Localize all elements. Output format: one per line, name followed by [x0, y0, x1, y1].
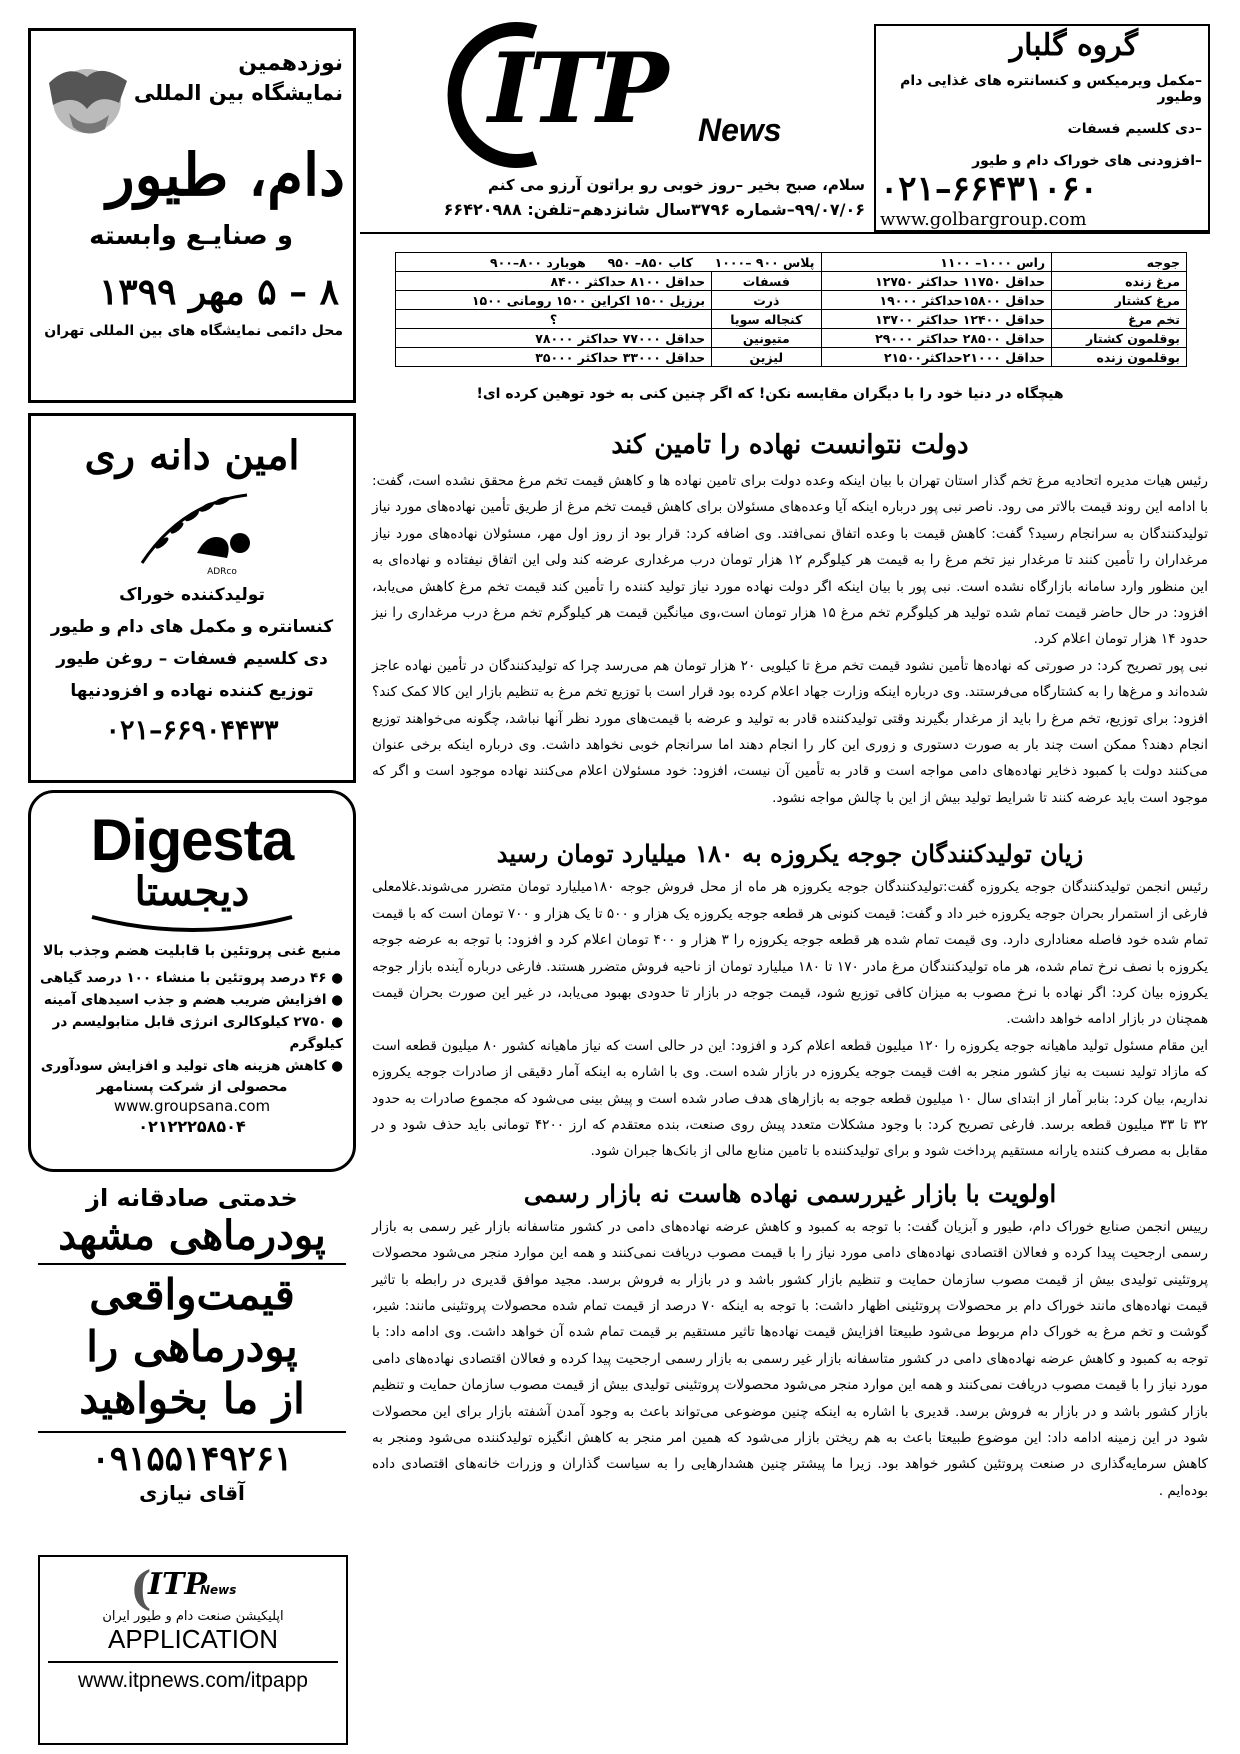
table-cell: برزیل ۱۵۰۰ اکراین ۱۵۰۰ رومانی ۱۵۰۰ — [396, 291, 712, 310]
expo-type: نمایشگاه بین المللی — [133, 81, 343, 105]
amin-line3: دی کلسیم فسفات – روغن طیور — [56, 649, 328, 669]
table-cell: حداقل ۱۱۷۵۰ حداکثر ۱۲۷۵۰ — [821, 272, 1052, 291]
list-item: ● افزایش ضریب هضم و جذب اسیدهای آمینه — [43, 992, 343, 1008]
digesta-phone: ۰۲۱۲۲۲۵۸۵۰۴ — [138, 1117, 246, 1136]
digesta-company: محصولی از شرکت پسنامهر — [96, 1079, 288, 1095]
amin-line1: تولیدکننده خوراک — [119, 585, 265, 605]
app-url[interactable]: www.itpnews.com/itpapp — [78, 1669, 308, 1692]
expo-ordinal: نوزدهمین — [238, 51, 343, 76]
table-cell: مرغ زنده — [1052, 272, 1187, 291]
expo-logo-icon — [39, 53, 134, 143]
amin-phone: ۰۲۱–۶۶۹۰۴۴۳۳ — [105, 715, 279, 746]
expo-venue: محل دائمی نمایشگاه های بین المللی تهران — [44, 323, 343, 339]
digesta-brand-en: Digesta — [90, 808, 294, 873]
table-row — [396, 310, 1187, 329]
golbar-title: گروه گلبار — [1009, 28, 1138, 63]
table-cell: متیونین — [712, 329, 821, 348]
article-title: دولت نتوانست نهاده را تامین کند — [611, 430, 969, 460]
amin-daneh-ad — [28, 413, 356, 783]
mashhad-line4: پودرماهی را — [86, 1322, 298, 1371]
articles-column — [372, 430, 1208, 1504]
table-cell: فسفات — [712, 272, 821, 291]
digesta-tagline: منبع غنی پروتئین با قابلیت هضم وجذب بالا — [43, 943, 341, 959]
masthead-issue-line: ۹۹/۰۷/۰۶–شماره ۳۷۹۶سال شانزدهم–تلفن: ۶۶۴۲۰۹۸۸ — [443, 200, 865, 219]
article-paragraph: رئیس هیات مدیره اتحادیه مرغ تخم گذار استان تهران با بیان اینکه وعده دولت برای تامین نهاده ها و کاهش قیمت تخم مرغ محقق نشده است، گفت: با ادامه این روند قیمت بالاتر می رود. ناصر نبی پور درباره اینکه آیا وعده‌های مسئولان برای کاهش قیمت تخم مرغ از طریق تأمین نهاده‌های مورد نیاز تولیدکنندگان به سرانجام رسید؟ گفت: کاهش قیمت با وعده اتفاق نمی‌افتد. وی اضافه کرد: قرار بود از روز اول مهر، مسئولان نهاده‌های مورد نیاز مرغداران را تأمین کنند تا مرغدار نیز تخم مرغ را به قیمت هر کیلوگرم ۱۲ هزار تومان درب مرغداری عرضه کند ولی این اتفاق نیفتاده و نهاده‌ای به این منظور وارد سامانه بازارگاه نشده است. نبی پور با بیان اینکه اگر دولت نهاده مورد نیاز تولید کننده را تأمین کند قیمت تخم مرغ کاهش می‌یابد، افزود: در حال حاضر قیمت تمام شده تولید هر کیلوگرم تخم مرغ ۱۵ هزار تومان است،وی میانگین قیمت هر کیلوگرم تخم مرغ درب مرغداری را نیز حدود ۱۴ هزار تومان اعلام کرد. — [372, 473, 1208, 648]
mashhad-line2: پودرماهی مشهد — [58, 1212, 326, 1259]
list-item: ● کاهش هزینه های تولید و افزایش سودآوری — [40, 1058, 343, 1074]
table-cell: حداقل ۸۱۰۰ حداکثر ۸۴۰۰ — [396, 272, 712, 291]
golbar-phone: ۰۲۱–۶۶۴۳۱۰۶۰ — [880, 169, 1098, 209]
table-cell: پلاس ۹۰۰ –۱۰۰۰ کاب ۸۵۰– ۹۵۰ هوبارد ۸۰۰–۹۰۰ — [396, 253, 822, 272]
golbar-website[interactable]: www.golbargroup.com — [880, 209, 1087, 230]
app-logo-sub: News — [200, 1583, 237, 1597]
table-row — [396, 272, 1187, 291]
masthead-logo — [440, 20, 820, 170]
article-paragraph: رئیس انجمن تولیدکنندگان جوجه یکروزه گفت:تولیدکنندگان جوجه یکروزه هر ماه از محل فروش جوجه ۱۸۰میلیارد تومان متضرر می‌شوند.غلامعلی فارغی از استمرار بحران جوجه یکروزه خبر داد و گفت: قیمت کنونی هر قطعه جوجه یکروزه یک هزار و ۵۰۰ تا یک هزار و ۷۰۰ تومان است که با قیمت تمام شده خود فاصله معناداری دارد. وی قیمت تمام شده هر قطعه جوجه یکروزه را ۳ هزار و ۴۰۰ تومان اعلام کرد و افزود: با توجه به عرضه جوجه یکروزه با نصف نرخ تمام شده، هر ماه تولیدکنندگان مرغ مادر ۱۷۰ تا ۱۸۰ میلیارد تومان از ناحیه فروش متضرر هستند. فارغی درباره آینده بازار جوجه یکروزه بیان کرد: اگر نهاده با نرخ مصوب به میزان کافی توزیع شود، قیمت جوجه در بازار تا حدودی بهبود می‌یابد، در غیر این صورت بحران قیمت همچنان در بازار ادامه خواهد داشت. — [372, 879, 1209, 1028]
list-item: ● ۴۶ درصد پروتئین با منشاء ۱۰۰ درصد گیاهی — [40, 970, 343, 986]
table-cell: حداقل ۳۳۰۰۰ حداکثر ۳۵۰۰۰ — [396, 348, 712, 367]
table-cell: حداقل ۷۷۰۰۰ حداکثر ۷۸۰۰۰ — [396, 329, 712, 348]
golbar-item: –مکمل ویرمیکس و کنسانتره های غذایی دام وطیور — [900, 73, 1202, 105]
amin-title: امین دانه ری — [84, 432, 300, 479]
mashhad-divider — [38, 1263, 346, 1265]
wheat-logo-icon — [122, 483, 262, 573]
table-row — [396, 253, 1187, 272]
article-paragraph: این مقام مسئول تولید ماهیانه جوجه یکروزه را ۱۲۰ میلیون قطعه اعلام کرد و افزود: این در حالی است که نیاز ماهیانه کشور ۸۰ میلیون قطعه است که مازاد تولید نسبت به نیاز کشور منجر به افت قیمت جوجه یکروزه در بازار شده است. وی با اشاره به اینکه آمار دقیقی از صادرات جوجه یکروزه نداریم، بیان کرد: بنابر آمار از ابتدای سال ۱۰ میلیون قطعه جوجه به بازارهای هدف صادر شده است و پیش بینی می‌شود که مجموع صادرات به حدود ۳۲ تا ۳۳ میلیون قطعه برسد. فارغی تصریح کرد: با وجود مشکلات متعدد پیش روی صنعت، بنده معتقدم که ارز ۴۲۰۰ تومانی باید حذف شود و در مقابل به مصرف کننده یارانه مستقیم پرداخت شود و برای تولیدکننده با تامین منابع مالی از بانک‌ها جبران شود. — [372, 1037, 1208, 1160]
table-row — [396, 291, 1187, 310]
article-paragraph: نبی پور تصریح کرد: در صورتی که نهاده‌ها تأمین نشود قیمت تخم مرغ تا کیلویی ۲۰ هزار تومان هم می‌رسد چرا که تولیدکنندگان در تأمین نهاده عاجز شده‌اند و مرغ‌ها را به کشتارگاه می‌فرستند. وی درباره اینکه وزارت جهاد اعلام کرده بود قرار است با توزیع تخم مرغ به تنظیم بازار این کالا کمک کند؟ افزود: برای توزیع، تخم مرغ را باید از مرغدار بگیرند وقتی تولیدکننده قادر به تولید و عرضه با قیمت‌های مورد نظر آنها نباشد، چگونه می‌خواهند توزیع انجام دهند؟ ممکن است چند بار به صورت دستوری و زوری این کار را انجام دهند اما سرانجام خوبی نخواهد داشت. وی درباره اینکه برخی عنوان می‌کنند دولت با کمبود ذخایر نهاده‌های دامی مواجه است و قادر به تأمین آن نیست، افزود: خود مسئولان اعلام می‌کنند نهاده موجود است و اگر که موجود است باید عرضه کنند تا شرایط تولید بیش از این با چالش مواجه نشود. — [372, 657, 1208, 806]
masthead-greeting: سلام، صبح بخیر –روز خوبی رو براتون آرزو می کنم — [488, 176, 865, 194]
amin-logo-text: ADRco — [207, 567, 237, 577]
table-cell: بوقلمون زنده — [1052, 348, 1187, 367]
table-cell: حداقل ۲۱۰۰۰حداکثر۲۱۵۰۰ — [821, 348, 1052, 367]
table-cell: حداقل ۱۵۸۰۰حداکثر ۱۹۰۰۰ — [821, 291, 1052, 310]
digesta-brand-fa: دیجستا — [134, 868, 250, 915]
mashhad-line3: قیمت‌واقعی — [89, 1270, 295, 1319]
digesta-website[interactable]: www.groupsana.com — [113, 1097, 271, 1115]
mashhad-fishmeal-ad — [28, 1180, 356, 1552]
table-cell: ذرت — [712, 291, 821, 310]
table-cell: مرغ کشتار — [1052, 291, 1187, 310]
expo-ad — [28, 28, 356, 403]
golbar-item: –دی کلسیم فسفات — [1067, 121, 1202, 137]
table-cell: حداقل ۱۲۴۰۰ حداکثر ۱۳۷۰۰ — [821, 310, 1052, 329]
table-cell: تخم مرغ — [1052, 310, 1187, 329]
table-cell: لیزین — [712, 348, 821, 367]
digesta-bullet-list — [31, 967, 353, 1077]
amin-line4: توزیع کننده نهاده و افزودنیها — [70, 681, 314, 701]
article-title: اولویت با بازار غیررسمی نهاده هاست نه بازار رسمی — [523, 1178, 1057, 1208]
golbar-ad — [874, 24, 1210, 232]
article-body — [372, 468, 1208, 811]
app-divider — [48, 1661, 338, 1663]
expo-dates: ۸ – ۵ مهر ۱۳۹۹ — [99, 271, 339, 313]
expo-subtitle: و صنایـع وابسته — [89, 221, 293, 251]
mashhad-line1: خدمتی صادقانه از — [86, 1184, 298, 1212]
mashhad-contact: آقای نیازی — [139, 1481, 245, 1505]
header-divider — [360, 232, 1210, 234]
masthead-logo-main: ITP — [488, 32, 665, 145]
mashhad-line5: از ما بخواهید — [79, 1374, 305, 1423]
mashhad-phone: ۰۹۱۵۵۱۴۹۲۶۱ — [91, 1439, 293, 1479]
masthead-logo-sub: News — [698, 112, 782, 148]
table-row — [396, 329, 1187, 348]
table-cell: ؟ — [396, 310, 712, 329]
app-subtitle: اپلیکیشن صنعت دام و طیور ایران — [102, 1609, 284, 1624]
app-logo: ( ITP News — [130, 1561, 237, 1615]
golbar-item: –افزودنی های خوراک دام و طیور — [972, 153, 1202, 169]
expo-title: دام، طیور — [106, 141, 345, 209]
itp-app-ad — [38, 1555, 348, 1745]
price-table — [395, 252, 1187, 367]
article-paragraph: رییس انجمن صنایع خوراک دام، طیور و آبزیان گفت: با توجه به کمبود و کاهش عرضه نهاده‌های دامی در کشور متاسفانه بازار غیر رسمی به بازار رسمی ارجحیت پیدا کرده و فعالان اقتصادی نهاده‌های دامی مورد نیاز را با قیمت مصوب دریافت نمی‌کنند و همه این موارد منجر می‌شود محصولات پروتئینی تولیدی بیش از قیمت مصوب سازمان حمایت و تنظیم بازار کشور باشد و در بازار به فروش برسد. مجید موافق قدیری در رابطه با تاثیر قیمت نهاده‌های مانند خوراک دام بر محصولات پروتئینی اظهار داشت: با توجه به اینکه ۷۰ درصد از قیمت تمام شده محصولات پروتئینی مانند: شیر، گوشت و تخم مرغ به خوراک دام مربوط می‌شود طبیعتا افزایش قیمت نهاده‌ها تاثیر مستقیم بر قیمت تمام شده آن خواهد داشت. وی ادامه داد: با توجه به کمبود و کاهش عرضه نهاده‌های دامی در کشور متاسفانه بازار غیر رسمی به بازار رسمی ارجحیت پیدا کرده و فعالان اقتصادی نهاده‌های دامی مورد نیاز را با قیمت مصوب دریافت نمی‌کنند و همه این موارد منجر می‌شود محصولات پروتئینی تولیدی بیش از قیمت مصوب سازمان حمایت و تنظیم بازار کشور باشد و در بازار به فروش برسد. قدیری با اشاره به اینکه چنین موضوعی می‌تواند باعث به وجود آمدن آشفته بازار برای این محصولات شود در این زمینه ادامه داد: این موضوع طبیعتا باعث به هم ریختن بازار می‌شود که همین امر منجر به کاهش انگیزه تولیدکننده می‌شود ومنجر به کاهش سرمایه‌گذاری در صنعت پروتئین کشور خواهد بود. زیرا ما پیشتر چنین هشدارهایی را به سیاست گذاران و وزرات خانه‌های اقتصادی داده بوده‌ایم . — [372, 1218, 1208, 1499]
article-body — [372, 1214, 1208, 1504]
digesta-ad — [28, 790, 356, 1172]
digesta-swoosh-icon — [82, 913, 302, 937]
quote-line: هیچگاه در دنیا خود را با دیگران مقایسه نکن! که اگر چنین کنی به خود توهین کرده ای! — [476, 386, 1064, 402]
table-cell: حداقل ۲۸۵۰۰ حداکثر ۲۹۰۰۰ — [821, 329, 1052, 348]
table-cell: بوقلمون کشتار — [1052, 329, 1187, 348]
list-item: ● ۲۷۵۰ کیلوکالری انرژی قابل متابولیسم در کیلوگرم — [52, 1014, 343, 1052]
amin-line2: کنسانتره و مکمل های دام و طیور — [50, 617, 334, 637]
table-cell: راس ۱۰۰۰– ۱۱۰۰ — [821, 253, 1052, 272]
table-row — [396, 348, 1187, 367]
article-title: زیان تولیدکنندگان جوجه یکروزه به ۱۸۰ میلیارد تومان رسید — [496, 839, 1084, 869]
app-logo-main: ITP — [148, 1567, 207, 1602]
article-body — [372, 874, 1208, 1164]
table-cell: کنجاله سویا — [712, 310, 821, 329]
mashhad-divider — [38, 1431, 346, 1433]
table-cell: جوجه — [1052, 253, 1187, 272]
app-title: APPLICATION — [107, 1624, 278, 1654]
